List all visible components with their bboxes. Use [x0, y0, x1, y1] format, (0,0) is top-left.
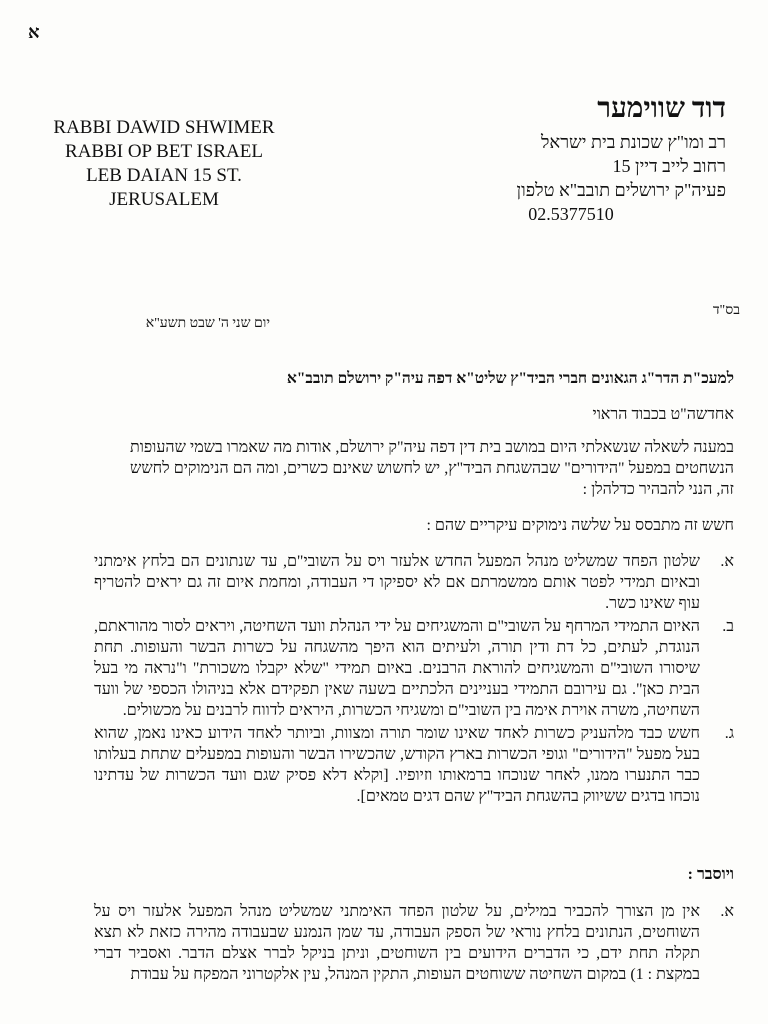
list-item: [94, 901, 734, 985]
list-text: שלטון הפחד שמשליט מנהל המפעל החדש אלעזר ויס על השובי"ם, עד שנתונים הם בלחץ אימתני ובאיום תמידי לפטר אותם ממשמרתם אם לא יספיקו די העבודה, ומחמת איום זה גם יראים להטריף עוף שאינו כשר.: [94, 553, 700, 612]
list-label: ב.: [722, 618, 734, 635]
list-item: [94, 551, 734, 614]
letterhead-he-line: רחוב לייב דיין 15: [612, 156, 726, 176]
letterhead-en-line: LEB DAIAN 15 ST.: [86, 165, 242, 186]
list-label: ג.: [724, 725, 734, 742]
rabbi-name: דוד שווימער: [597, 93, 726, 124]
list-text: האיום התמידי המרחף על השובי"ם והמשגיחים על ידי הנהלת וועד השחיטה, ויראים לסור מהוראתם, הנוגדת, לעתים, כל דת ודין תורה, ולעיתים הוא היפך מהשגחה על כשרות הבשר והעופות. תחת שיסורו השובי"ם והמשגיחים להוראת הרבנים. באיום תמידי "שלא יקבלו משכורת" ו"נראה מי בעל הבית כאן". גם עירובם התמידי בעניינים הלכתיים בשעה שאין תפקידם אלא בניהולו הכספי של וועד השחיטה, משרה אוירת אימה בין השובי"ם ומשגיחי הכשרות, היראים לדווח לרבנים על מכשולים.: [94, 618, 700, 719]
list-label: א.: [720, 903, 734, 920]
list-text: אין מן הצורך להכביר במילים, על שלטון הפחד האימתני שמשליט מנהל המפעל אלעזר ויס על השוחטים, הנתונים בלחץ נוראי של הספק העבודה, עד שמן הנמנע שבעבודה מהירה כזאת לא תצא תקלה תחת ידם, כי הדברים הידועים בין השוחטים, וניתן בניקל לברר אצלם הדבר. ואסביר דברי במקצת : 1) במקום השחיטה ששוחטים העופות, התקין המנהל, עין אלקטרוני המפקח על עבודת: [94, 903, 700, 983]
phone-number: 02.5377510: [528, 204, 614, 224]
letterhead-he-line: פעיה"ק ירושלים תובב"א טלפון: [516, 180, 726, 200]
opening-paragraph: במענה לשאלה שנשאלתי היום במושב בית דין דפה עיה"ק ירושלם, אודות מה שאמרו בשמי שהעופות הנשחטים במפעל "הידורים" שבהשגחת הביד"ץ, יש לחשוש שאינם כשרים, ומה הם הנימוקים לחשש זה, הנני להבהיר כדלהלן :: [130, 439, 734, 498]
explanations-list: [94, 901, 734, 987]
list-text: חשש כבד מלהעניק כשרות לאחד שאינו שומר תורה ומצוות, וביותר לאחד הידוע כאינו נאמן, שהוא בעל מפעל "הידורים" וגופי הכשרות בארץ הקודש, שהכשירו הבשר והעופות במפעלים שתחת בעלותו כבר התנערו ממנו, לאחר שנוכחו ברמאותו וזיופיו. [וקלא דלא פסיק שגם וועד הכשרות של עדתינו נוכחו בדגים ששיווק בהשגחת הביד"ץ שהם דגים טמאים].: [94, 725, 700, 805]
letterhead-english: [38, 116, 290, 212]
list-item: [94, 616, 734, 721]
list-label: א.: [720, 553, 734, 570]
letterhead-en-line: JERUSALEM: [109, 189, 219, 210]
greeting: אחדשה"ט בכבוד הראוי: [592, 406, 734, 423]
reasons-list: [94, 551, 734, 809]
letterhead-he-line: רב ומו"ץ שכונת בית ישראל: [540, 132, 726, 152]
letterhead-en-line: RABBI DAWID SHWIMER: [53, 117, 275, 138]
bsd-mark: בס"ד: [712, 303, 740, 318]
explanation-heading: ויוסבר :: [687, 866, 734, 883]
letter-date: יום שני ה' שבט תשע"א: [145, 316, 270, 331]
list-item: [94, 723, 734, 807]
letterhead-en-line: RABBI OP BET ISRAEL: [65, 141, 263, 162]
letterhead-hebrew: [426, 92, 726, 226]
concern-intro: חשש זה מתבסס על שלשה נימוקים עיקריים שהם :: [426, 517, 734, 534]
addressee: למעכ"ת הדר"ג הגאונים חברי הביד"ץ שליט"א דפה עיה"ק ירושלם תובב"א: [286, 370, 734, 387]
page-number: א: [28, 22, 40, 42]
